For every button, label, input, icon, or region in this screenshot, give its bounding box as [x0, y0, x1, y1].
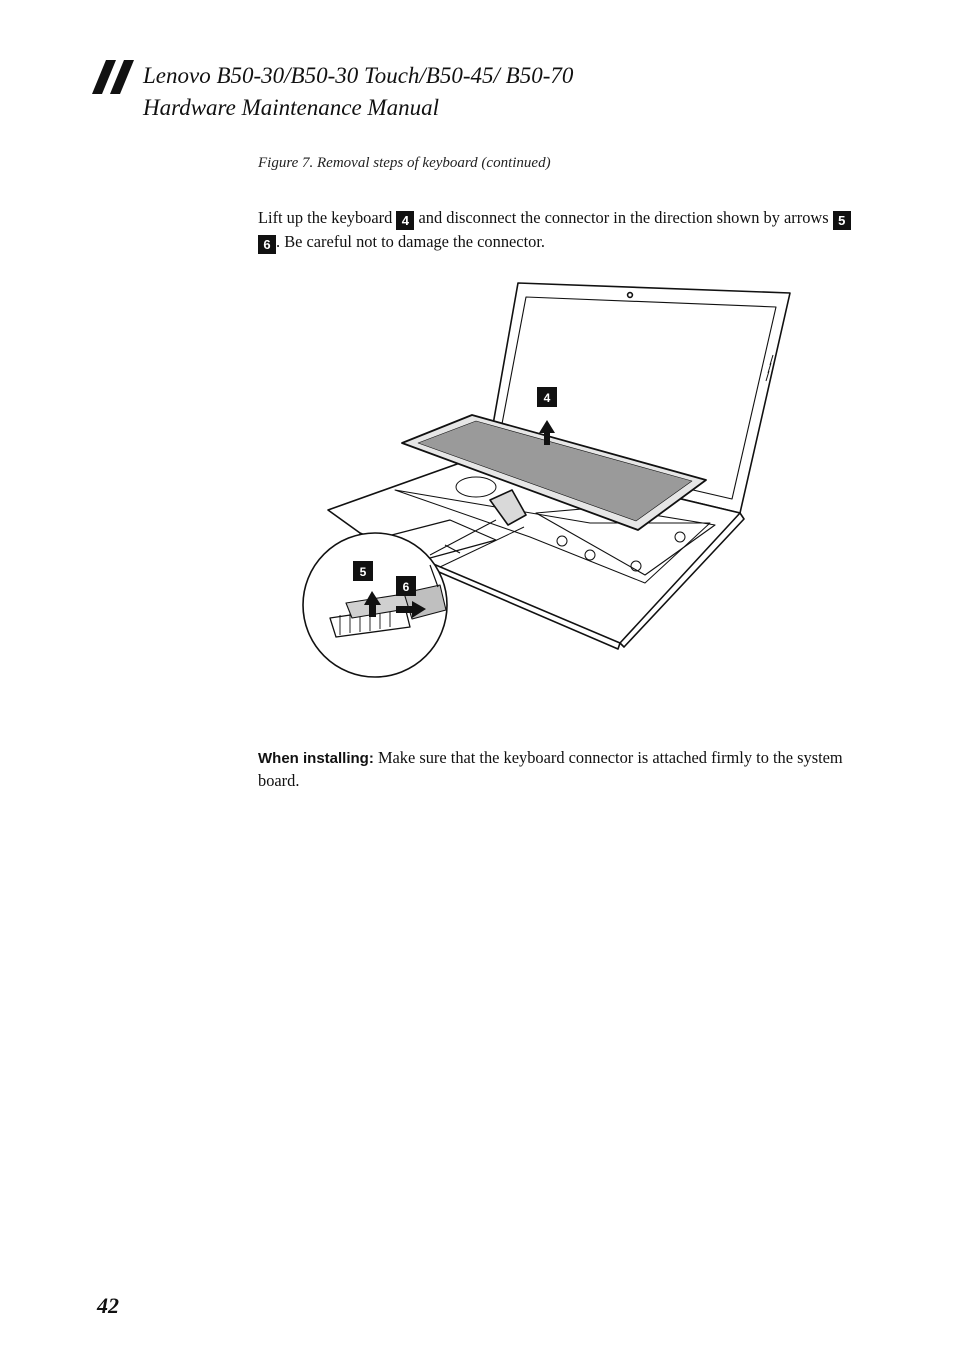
installation-note-lead: When installing: [258, 750, 374, 767]
document-title-line1: Lenovo B50-30/B50-30 Touch/B50-45/ B50-70 [143, 63, 574, 88]
figure-caption: Figure 7. Removal steps of keyboard (continued) [258, 155, 551, 171]
instruction-text-3: . Be careful not to damage the connector. [276, 232, 545, 251]
keyboard-removal-illustration [300, 275, 800, 685]
step-badge-4: 4 [396, 211, 414, 230]
callout-label-4: 4 [543, 391, 551, 405]
instruction-text-2: and disconnect the connector in the direction shown by arrows [418, 208, 829, 227]
installation-note [258, 747, 858, 792]
installation-note-text: Make sure that the keyboard connector is attached firmly to the system board. [258, 748, 843, 790]
callout-badge-4 [537, 387, 557, 407]
callout-label-5: 5 [359, 565, 367, 579]
callout-badge-5 [353, 561, 373, 581]
document-title-line2: Hardware Maintenance Manual [143, 95, 439, 120]
callout-label-6: 6 [402, 580, 410, 594]
step-badge-5: 5 [833, 211, 851, 230]
instruction-paragraph [258, 206, 858, 254]
callout-badge-6 [396, 576, 416, 596]
instruction-text-1: Lift up the keyboard [258, 208, 393, 227]
logo-mark [92, 60, 134, 94]
step-badge-6: 6 [258, 235, 276, 254]
page-number: 42 [97, 1293, 119, 1318]
document-title [143, 60, 573, 124]
